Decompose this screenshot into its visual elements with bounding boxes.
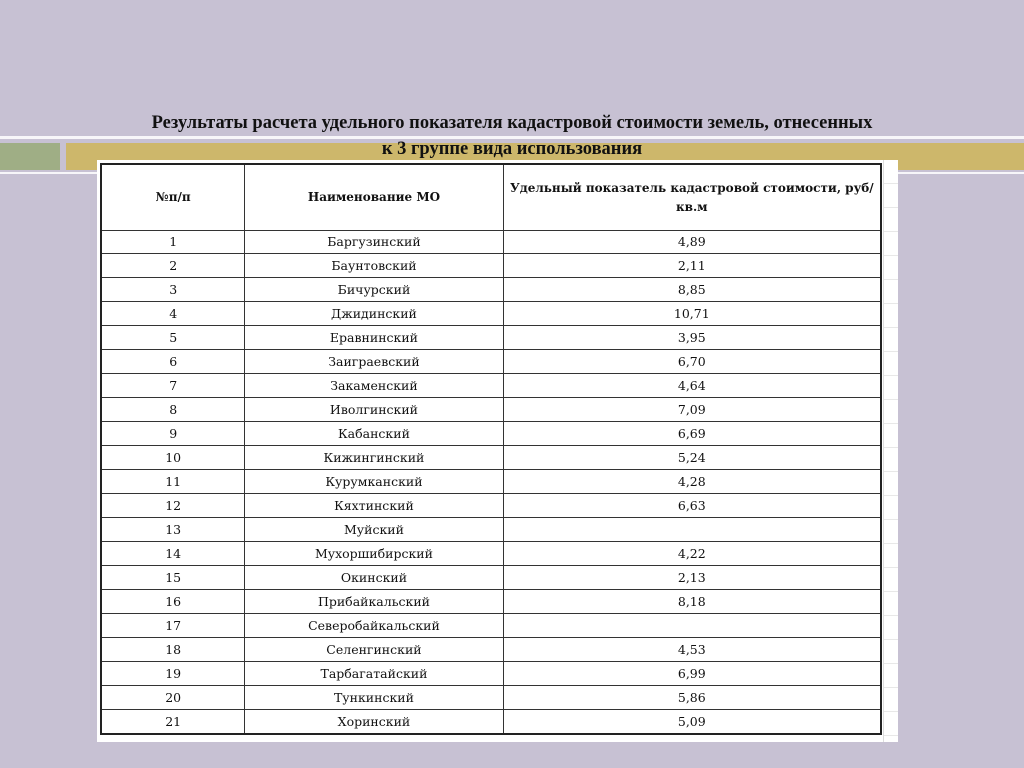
cell-value: 2,13 [503, 565, 881, 589]
table-sheet [97, 160, 897, 742]
cell-number: 1 [101, 230, 245, 254]
cell-municipality: Закаменский [245, 374, 503, 398]
table-row [101, 278, 881, 302]
cell-municipality: Курумканский [245, 470, 503, 494]
cell-number: 15 [101, 565, 245, 589]
table-row [101, 302, 881, 326]
cell-number: 12 [101, 493, 245, 517]
cell-value: 8,18 [503, 589, 881, 613]
cell-municipality: Тарбагатайский [245, 661, 503, 685]
cell-municipality: Муйский [245, 517, 503, 541]
table-row [101, 374, 881, 398]
table-row [101, 517, 881, 541]
table-row [101, 541, 881, 565]
cell-value: 3,95 [503, 326, 881, 350]
table-row [101, 326, 881, 350]
cell-municipality: Северобайкальский [245, 613, 503, 637]
cell-number: 5 [101, 326, 245, 350]
table-row [101, 685, 881, 709]
cell-number: 4 [101, 302, 245, 326]
cell-municipality: Иволгинский [245, 398, 503, 422]
header-value: Удельный показатель кадастровой стоимости, руб/кв.м [503, 164, 881, 230]
cell-municipality: Кяхтинский [245, 493, 503, 517]
cell-value: 4,28 [503, 470, 881, 494]
table-row [101, 398, 881, 422]
cell-value: 4,89 [503, 230, 881, 254]
cell-municipality: Бичурский [245, 278, 503, 302]
cell-value [503, 517, 881, 541]
cell-value: 6,69 [503, 422, 881, 446]
cell-municipality: Мухоршибирский [245, 541, 503, 565]
header-number: №п/п [101, 164, 245, 230]
table-row [101, 589, 881, 613]
table-row [101, 565, 881, 589]
cell-value: 6,70 [503, 350, 881, 374]
cell-number: 17 [101, 613, 245, 637]
cell-number: 20 [101, 685, 245, 709]
table-row [101, 637, 881, 661]
table-row [101, 446, 881, 470]
cell-municipality: Джидинский [245, 302, 503, 326]
title-line-1: Результаты расчета удельного показателя кадастровой стоимости земель, отнесенных [151, 113, 873, 133]
table-row [101, 422, 881, 446]
cadastral-value-table [100, 163, 882, 735]
cell-value: 5,86 [503, 685, 881, 709]
cell-number: 14 [101, 541, 245, 565]
cell-value: 4,22 [503, 541, 881, 565]
cell-number: 21 [101, 709, 245, 734]
cell-number: 19 [101, 661, 245, 685]
cell-value: 6,99 [503, 661, 881, 685]
cell-municipality: Селенгинский [245, 637, 503, 661]
cell-municipality: Заиграевский [245, 350, 503, 374]
cell-number: 16 [101, 589, 245, 613]
table-row [101, 254, 881, 278]
cell-value: 6,63 [503, 493, 881, 517]
cell-municipality: Окинский [245, 565, 503, 589]
table-row [101, 709, 881, 734]
cell-municipality: Кабанский [245, 422, 503, 446]
cell-number: 8 [101, 398, 245, 422]
table-row [101, 230, 881, 254]
cell-municipality: Еравнинский [245, 326, 503, 350]
slide-title [60, 110, 964, 162]
cell-municipality: Кижингинский [245, 446, 503, 470]
cell-value: 8,85 [503, 278, 881, 302]
cell-municipality: Баргузинский [245, 230, 503, 254]
cell-number: 6 [101, 350, 245, 374]
spreadsheet-grid-edge [883, 160, 898, 742]
header-municipality: Наименование МО [245, 164, 503, 230]
cell-number: 2 [101, 254, 245, 278]
table-row [101, 493, 881, 517]
cell-number: 9 [101, 422, 245, 446]
cell-municipality: Баунтовский [245, 254, 503, 278]
cell-value: 4,53 [503, 637, 881, 661]
cell-municipality: Хоринский [245, 709, 503, 734]
table-row [101, 661, 881, 685]
table-row [101, 470, 881, 494]
table-row [101, 350, 881, 374]
cell-number: 13 [101, 517, 245, 541]
cell-number: 3 [101, 278, 245, 302]
cell-number: 10 [101, 446, 245, 470]
cell-value: 10,71 [503, 302, 881, 326]
cell-value: 5,24 [503, 446, 881, 470]
cell-value [503, 613, 881, 637]
cell-municipality: Прибайкальский [245, 589, 503, 613]
cell-number: 7 [101, 374, 245, 398]
accent-band-left [0, 143, 60, 170]
table-row [101, 613, 881, 637]
table-header-row [101, 164, 881, 230]
cell-value: 4,64 [503, 374, 881, 398]
cell-value: 7,09 [503, 398, 881, 422]
cell-municipality: Тункинский [245, 685, 503, 709]
cell-number: 11 [101, 470, 245, 494]
title-line-2: к 3 группе вида использования [381, 139, 643, 159]
cell-value: 5,09 [503, 709, 881, 734]
cell-value: 2,11 [503, 254, 881, 278]
cell-number: 18 [101, 637, 245, 661]
